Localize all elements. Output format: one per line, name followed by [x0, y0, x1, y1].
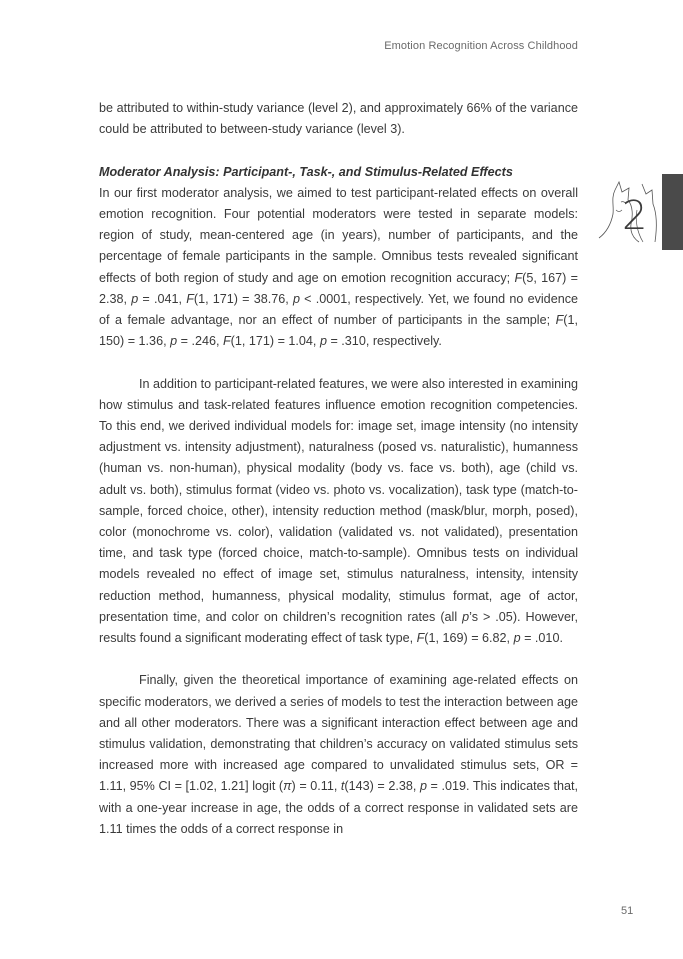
paragraph: In our first moderator analysis, we aimed to test participant-related effects on overall emotion recognition. Four potential moderators were tested in separate models: region of study, mean-centered age (in years), number of participants, and the percentage of female participants in the sample. Omnibus tests revealed significant effects of both region of study and age on emotion recognition accuracy; F(5, 167) = 2.38, p = .041, F(1, 171) = 38.76, p < .0001, respectively. Yet, we found no evidence of a female advantage, nor an effect of number of participants in the sample; F(1, 150) = 1.36, p = .246, F(1, 171) = 1.04, p = .310, respectively.: [99, 185, 578, 349]
chapter-tab: [662, 174, 683, 250]
page-number: 51: [621, 905, 634, 917]
running-header: Emotion Recognition Across Childhood: [384, 40, 578, 52]
section-heading: Moderator Analysis: Participant-, Task-, and Stimulus-Related Effects: [99, 164, 513, 179]
paragraph: be attributed to within-study variance (level 2), and approximately 66% of the variance could be attributed to between-study variance (level 3).: [99, 101, 578, 137]
paragraph: In addition to participant-related features, we were also interested in examining how stimulus and task-related features influence emotion recognition competencies. To this end, we derived individual models for: image set, image intensity (no intensity adjustment vs. intensity adjustment), naturalness (posed vs. naturalistic), humanness (human vs. non-human), physical modality (body vs. face vs. both), age (child vs. adult vs. both), stimulus format (video vs. photo vs. vocalization), task type (match-to-sample, forced choice, other), intensity reduction method (mask/blur, morph, posed), color (monochrome vs. color), validation (validated vs. not validated), presentation time, and task type (forced choice, match-to-sample). Omnibus tests on individual models revealed no effect of image set, stimulus naturalness, intensity, intensity reduction method, humanness, physical modality, stimulus format, age of actor, presentation time, and color on children’s recognition rates (all p’s > .05). However, results found a significant moderating effect of task type, F(1, 169) = 6.82, p = .010.: [99, 376, 578, 646]
chapter-number: 2: [622, 193, 648, 239]
body-text: [99, 98, 578, 840]
paragraph: Finally, given the theoretical importance of examining age-related effects on specific moderators, we derived a series of models to test the interaction between age and all other moderators. There was a significant interaction effect between age and stimulus validation, demonstrating that children’s accuracy on validated stimulus sets increased more with increased age compared to unvalidated stimulus sets, OR = 1.11, 95% CI = [1.02, 1.21] logit (π) = 0.11, t(143) = 2.38, p = .019. This indicates that, with a one-year increase in age, the odds of a correct response in validated sets are 1.11 times the odds of a correct response in: [99, 673, 578, 836]
